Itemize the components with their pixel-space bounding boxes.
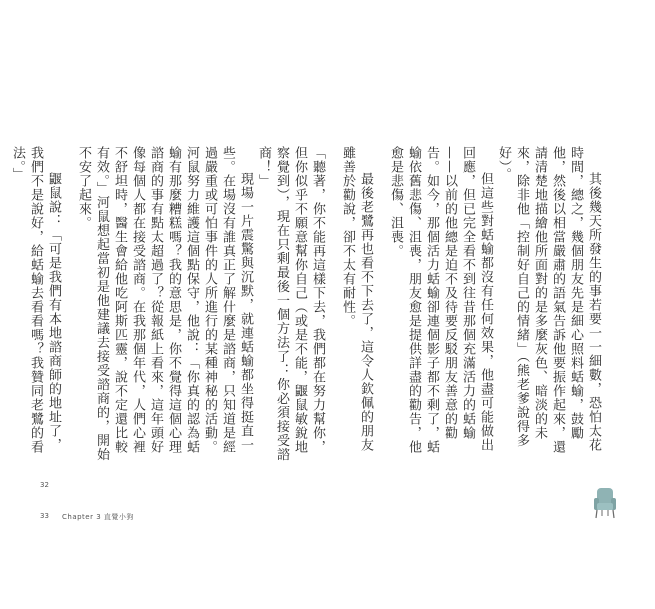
paragraph-2: 但這些對蛞蝓都沒有任何效果，他盡可能做出回應，但已完全看不到往昔那個充滿活力的蛞蝓——以前的他總是迫不及待要反駁朋友善意的勸告。如今，那個活力蛞蝓卻連個影子都不剩了，蛞蝓依舊悲傷、沮喪，朋友愈是提供詳盡的勸告，他愈是悲傷、沮喪。 [388,146,493,454]
paragraph-6: 鼴鼠說：「可是我們有本地諮商師的地址了，我們不是說好，給蛞蝓去看看嗎？我贊同老鷺的看法。」 [10,146,61,454]
page-number: 33 [40,512,49,520]
paragraph-1: 其後幾天所發生的事若要一一細數，恐怕太花時間，總之，幾個朋友先是細心照料蛞蝓，鼓勵他，然後以相當嚴肅的語氣告訴他要振作起來，還請清楚地描繪他所面對的是多麼灰色、暗淡的未來，除非他「控制好自己的情緒」（熊老爹說得多好）。 [496,146,601,454]
paragraph-4: 「聽著，你不能再這樣下去，我們都在努力幫你，但你似乎不願意幫你自己（或是不能，鼴鼠敏銳地察覺到），現在只剩最後一個方法了：你必須接受諮商！」 [256,146,325,462]
paragraph-5: 現場一片震驚與沉默，就連蛞蝓都坐得挺直一些。在場沒有誰真正了解什麼是諮商，只知道是經過嚴重或可怕事件的人所進行的某種神秘的活動。河鼠努力維護這個點保守，他說：「你真的認為蛞蝓有那麼糟糕嗎？我的意思是，你不覺得這個心理諮商的事有點太超過了？從報紙上看來，這年頭好像每個人都在接受諮商。在我那個年代，人們心裡不舒坦時，醫生會給他吃阿斯匹靈，說不定還比較有效。」河鼠想起當初是他建議去接受諮商的，開始不安了起來。 [76,146,253,462]
chapter-label: Chapter 3 直覺小狗 [62,513,134,521]
armchair-icon [592,486,618,520]
vertical-text-block [10,146,602,464]
page-number-left: 32 [40,481,49,489]
paragraph-3: 最後老鷺再也看不下去了，這令人欽佩的朋友雖善於勸說，卻不太有耐性。 [340,146,373,452]
